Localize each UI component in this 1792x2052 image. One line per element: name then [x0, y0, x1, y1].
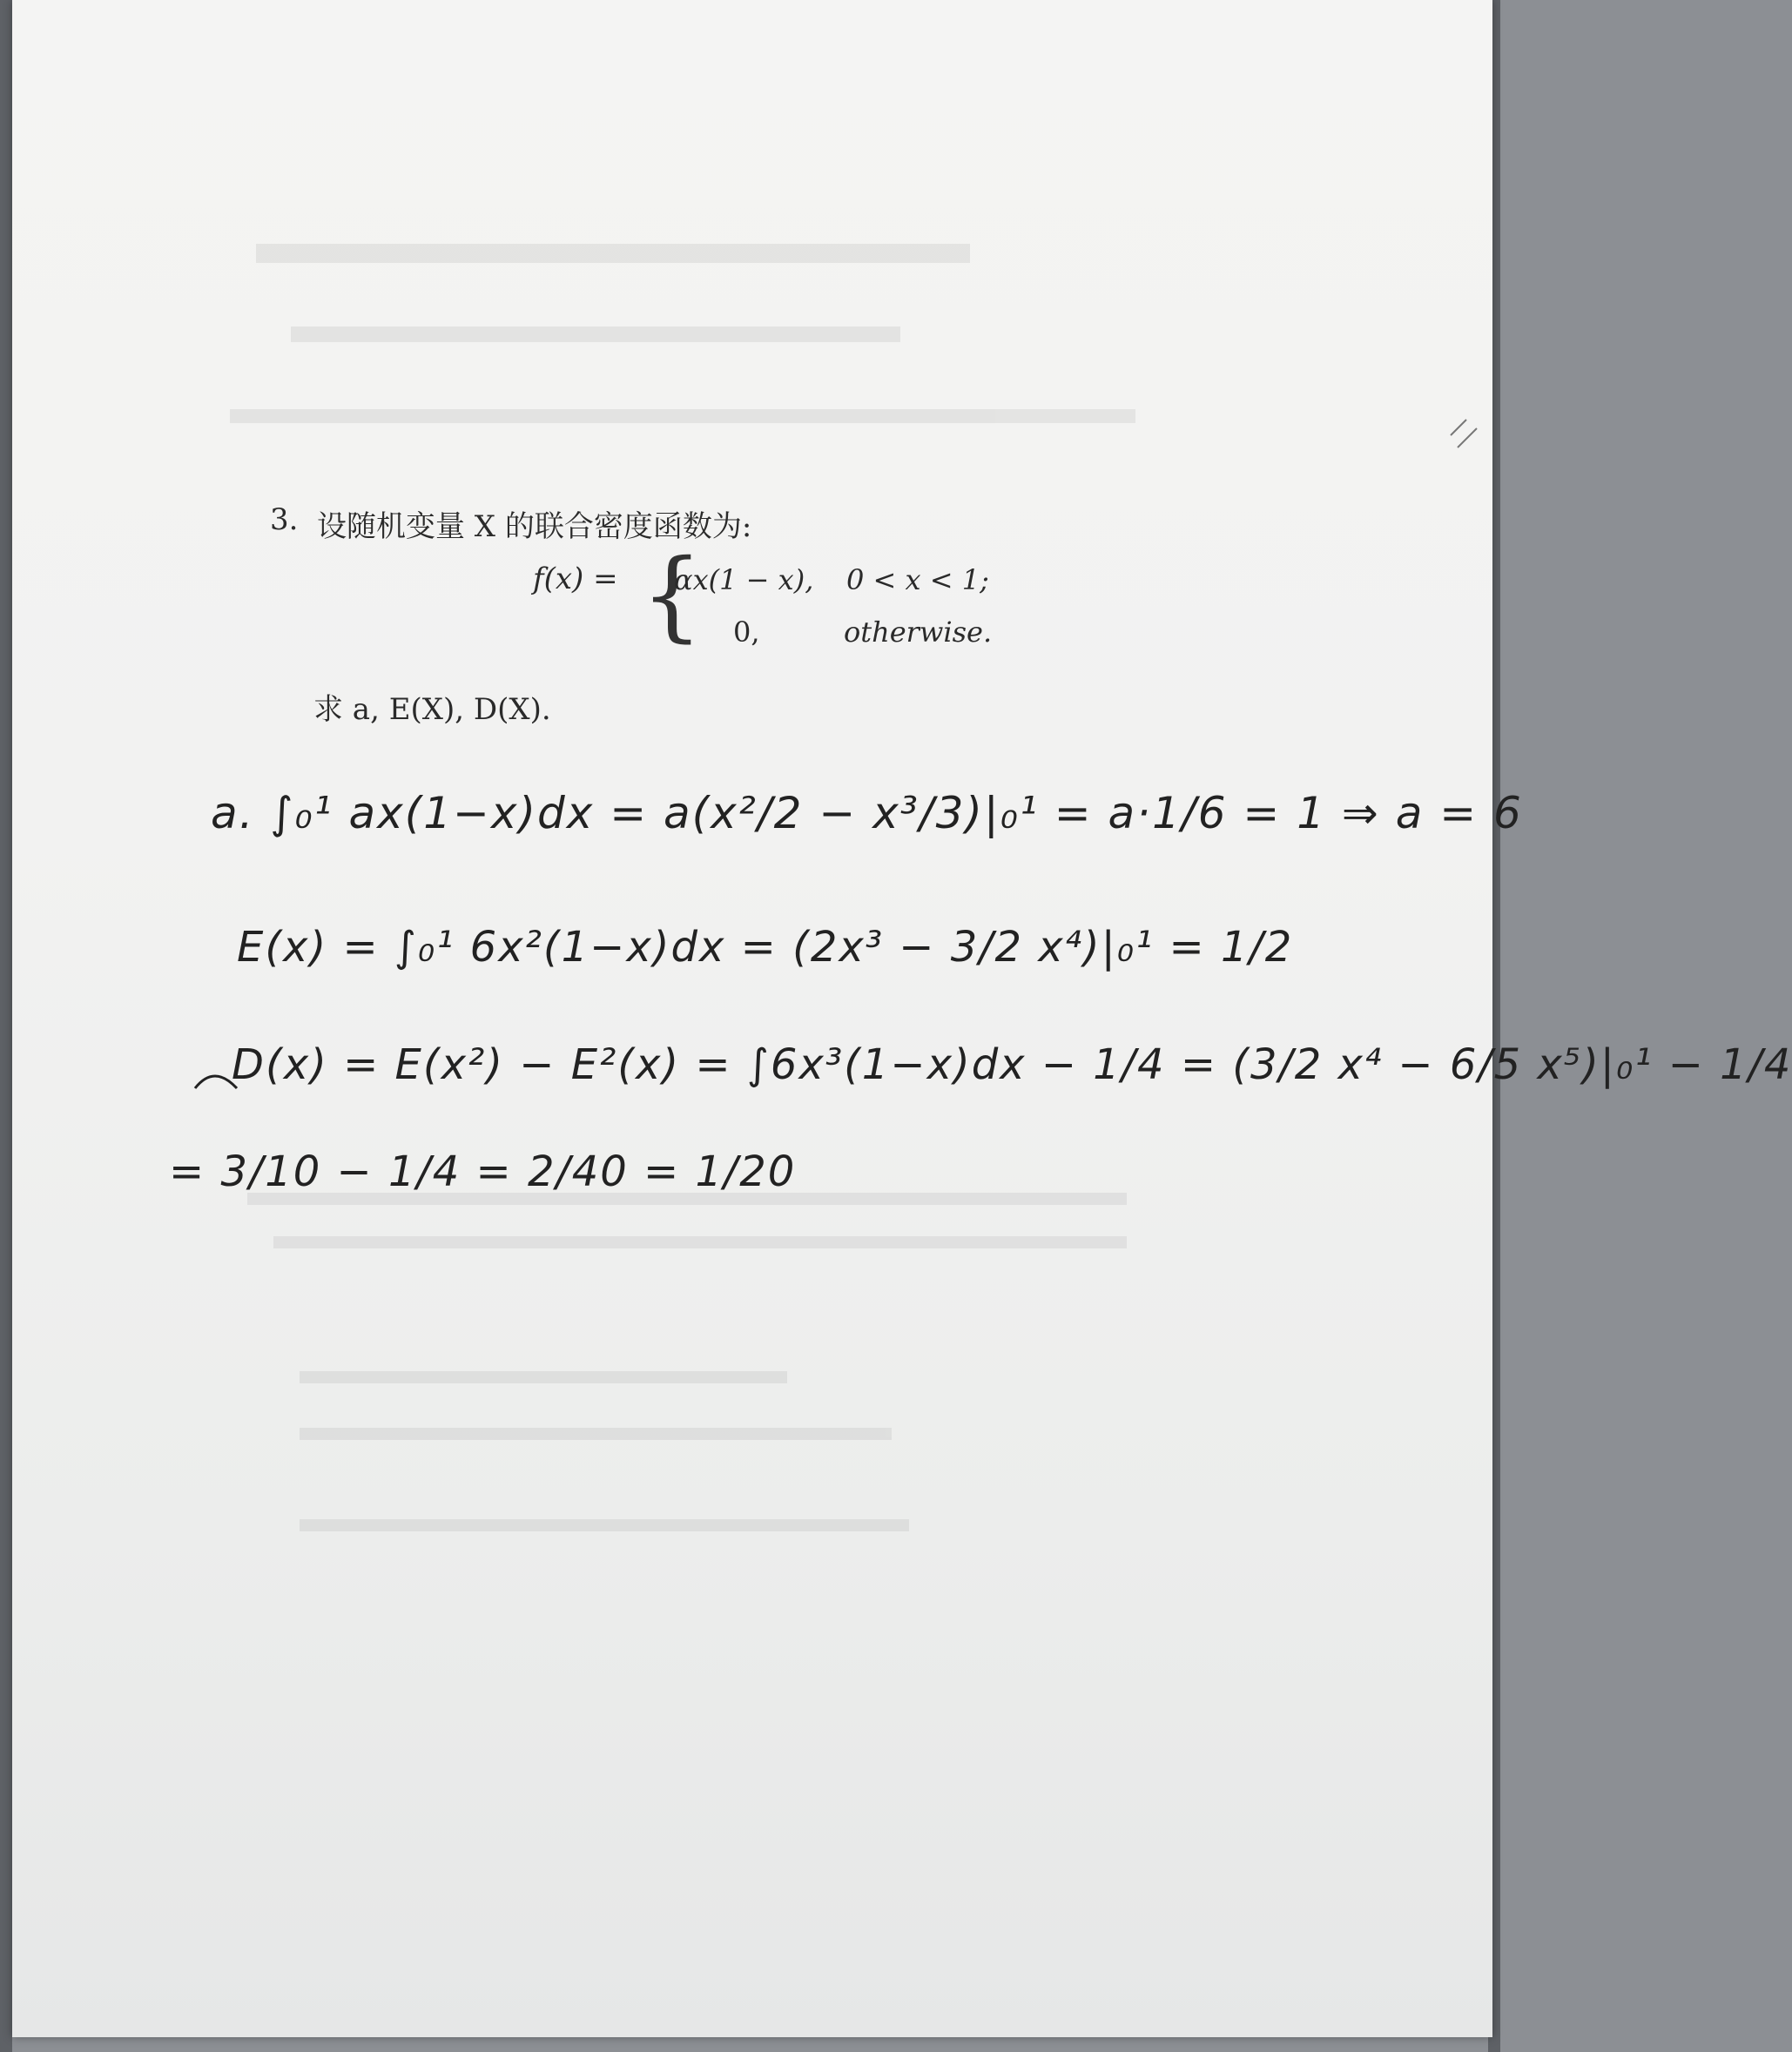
- case-2-condition: otherwise.: [844, 616, 993, 649]
- problem-number: 3.: [270, 502, 299, 537]
- case-1-condition: 0 < x < 1;: [846, 563, 989, 596]
- solution-line-1: a. ∫₀¹ ax(1−x)dx = a(x²/2 − x³/3)|₀¹ = a·1/6 = 1 ⇒ a = 6: [211, 788, 1523, 838]
- paper-sheet: [12, 0, 1792, 2037]
- scribble-mark: [195, 1076, 237, 1088]
- solution-line-2: E(x) = ∫₀¹ 6x²(1−x)dx = (2x³ − 3/2 x⁴)|₀¹ = 1/2: [237, 923, 1294, 972]
- problem-statement: 设随机变量 X 的联合密度函数为:: [317, 509, 752, 544]
- case-1-expression: αx(1 − x),: [674, 563, 814, 596]
- page-edge-left: [0, 0, 12, 2052]
- handwriting-marks: [12, 0, 1492, 2037]
- solution-line-4: = 3/10 − 1/4 = 2/40 = 1/20: [169, 1147, 797, 1196]
- density-lhs: f(x) =: [533, 562, 618, 596]
- brace: {: [641, 539, 704, 652]
- problem-question: 求 a, E(X), D(X).: [313, 692, 551, 727]
- solution-line-3: D(x) = E(x²) − E²(x) = ∫6x³(1−x)dx − 1/4 = (3/2 x⁴ − 6/5 x⁵)|₀¹ − 1/4: [232, 1040, 1792, 1089]
- margin-mark: [1451, 420, 1477, 447]
- case-2-expression: 0,: [733, 616, 760, 649]
